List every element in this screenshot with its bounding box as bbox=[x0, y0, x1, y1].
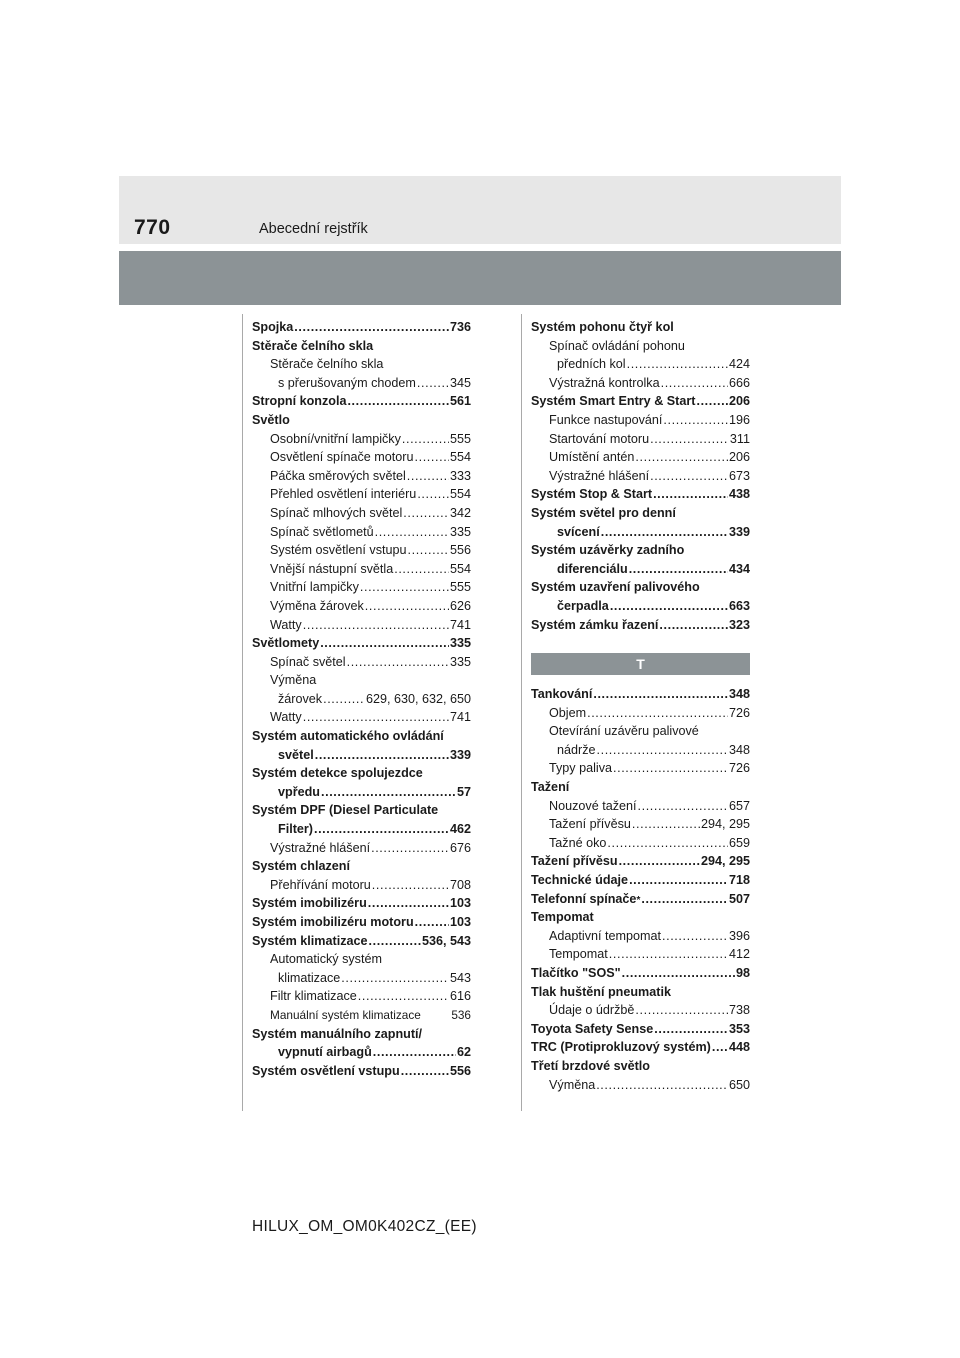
index-subentry bbox=[252, 746, 471, 765]
dot-leader bbox=[654, 1020, 728, 1039]
dot-leader bbox=[613, 759, 728, 778]
page-reference: 650 bbox=[728, 1077, 750, 1092]
dot-leader bbox=[641, 890, 728, 909]
dot-leader bbox=[407, 467, 449, 486]
index-subentry bbox=[252, 355, 471, 374]
dot-leader bbox=[369, 932, 421, 951]
index-subentry bbox=[252, 560, 471, 579]
index-entry bbox=[252, 392, 471, 411]
entry-label: Stěrače čelního skla bbox=[270, 357, 384, 372]
page-reference: 561 bbox=[449, 394, 471, 409]
index-subentry bbox=[252, 987, 471, 1006]
entry-label: Telefonní spínače bbox=[531, 891, 637, 906]
index-column-2-top bbox=[531, 318, 750, 634]
page-reference: 616 bbox=[449, 989, 471, 1004]
dot-leader bbox=[662, 927, 728, 946]
entry-label: Přehled osvětlení interiéru bbox=[270, 487, 417, 502]
dot-leader bbox=[417, 374, 449, 393]
page-reference: 412 bbox=[728, 947, 750, 962]
dot-leader bbox=[696, 392, 728, 411]
index-entry bbox=[531, 778, 750, 797]
page-reference: 536, 543 bbox=[421, 933, 471, 948]
page-reference: 556 bbox=[449, 543, 471, 558]
entry-label: Systém uzávěrky zadního bbox=[531, 543, 685, 558]
index-subentry bbox=[252, 374, 471, 393]
entry-label: Systém Stop & Start bbox=[531, 487, 653, 502]
dot-leader bbox=[619, 852, 700, 871]
dot-leader bbox=[320, 634, 449, 653]
index-entry bbox=[252, 913, 471, 932]
dot-leader bbox=[609, 945, 728, 964]
entry-label: Osobní/vnitřní lampičky bbox=[270, 431, 401, 446]
index-subentry bbox=[531, 597, 750, 616]
index-subentry bbox=[531, 430, 750, 449]
entry-label: TRC (Protiprokluzový systém) bbox=[531, 1040, 711, 1055]
entry-label: Spínač světlometů bbox=[270, 524, 374, 539]
page-reference: 98 bbox=[735, 966, 750, 980]
entry-label: Funkce nastupování bbox=[549, 412, 663, 427]
dot-leader bbox=[627, 355, 728, 374]
entry-label: Výstražné hlášení bbox=[270, 840, 371, 855]
index-subentry bbox=[252, 1043, 471, 1062]
entry-label: Systém imobilizéru bbox=[252, 896, 367, 911]
page-number: 770 bbox=[134, 216, 171, 239]
index-entry bbox=[531, 852, 750, 871]
index-subentry bbox=[252, 467, 471, 486]
dot-leader bbox=[650, 430, 729, 449]
dot-leader bbox=[659, 616, 728, 635]
dot-leader bbox=[394, 560, 449, 579]
index-column-2-bottom bbox=[531, 685, 750, 1094]
dot-leader bbox=[314, 820, 449, 839]
entry-label: Tažení přívěsu bbox=[549, 817, 631, 832]
page-reference: 556 bbox=[449, 1063, 471, 1078]
page-reference: 555 bbox=[449, 580, 471, 595]
index-subentry bbox=[531, 1076, 750, 1095]
index-entry bbox=[531, 983, 750, 1002]
page-reference: 335 bbox=[449, 654, 471, 669]
page-reference: 396 bbox=[728, 928, 750, 943]
index-subentry bbox=[252, 708, 471, 727]
entry-label: s přerušovaným chodem bbox=[278, 375, 416, 390]
column-divider-middle bbox=[521, 314, 522, 1111]
page-reference: 657 bbox=[728, 798, 750, 813]
entry-label: Třetí brzdové světlo bbox=[531, 1058, 650, 1073]
dot-leader bbox=[653, 485, 728, 504]
dot-leader bbox=[372, 876, 449, 895]
entry-label: vpředu bbox=[278, 784, 320, 799]
index-subentry bbox=[252, 448, 471, 467]
dot-leader bbox=[661, 374, 728, 393]
entry-label: Systém zámku řazení bbox=[531, 617, 659, 632]
entry-label: Tempomat bbox=[549, 947, 608, 962]
page-reference: 294, 295 bbox=[700, 854, 750, 869]
entry-label: Toyota Safety Sense bbox=[531, 1021, 654, 1036]
index-subentry bbox=[531, 759, 750, 778]
entry-label: vypnutí airbagů bbox=[278, 1045, 372, 1060]
entry-label: Systém chlazení bbox=[252, 859, 350, 874]
page-reference: 196 bbox=[728, 412, 750, 427]
dot-leader bbox=[593, 685, 728, 704]
page-reference: 555 bbox=[449, 431, 471, 446]
index-subentry bbox=[252, 653, 471, 672]
entry-label: Výměna bbox=[270, 673, 317, 688]
dot-leader bbox=[415, 448, 449, 467]
dot-leader bbox=[417, 485, 449, 504]
page-reference: 666 bbox=[728, 375, 750, 390]
index-column-2 bbox=[531, 318, 750, 1094]
page-reference: 323 bbox=[728, 617, 750, 632]
page-reference: 311 bbox=[729, 431, 750, 446]
entry-label: Startování motoru bbox=[549, 431, 650, 446]
index-subentry bbox=[531, 523, 750, 542]
dot-leader bbox=[303, 616, 449, 635]
dot-leader bbox=[587, 704, 728, 723]
page-reference: 348 bbox=[728, 687, 750, 702]
index-subentry bbox=[252, 541, 471, 560]
entry-label: Systém osvětlení vstupu bbox=[270, 543, 407, 558]
index-entry bbox=[252, 894, 471, 913]
index-subentry bbox=[531, 1001, 750, 1020]
index-subentry bbox=[531, 374, 750, 393]
dot-leader bbox=[415, 913, 449, 932]
entry-label: svícení bbox=[557, 524, 600, 539]
page-reference: 659 bbox=[728, 835, 750, 850]
entry-label: nádrže bbox=[557, 742, 596, 757]
entry-label: Světlomety bbox=[252, 636, 320, 651]
entry-label: Filter) bbox=[278, 822, 313, 837]
index-entry bbox=[531, 541, 750, 560]
page-reference: 673 bbox=[728, 468, 750, 483]
page-reference: 629, 630, 632, 650 bbox=[365, 691, 471, 706]
dot-leader bbox=[622, 964, 735, 983]
entry-label: čerpadla bbox=[557, 598, 609, 613]
index-subentry bbox=[252, 820, 471, 839]
page-reference: 353 bbox=[728, 1021, 750, 1036]
index-subentry bbox=[531, 797, 750, 816]
entry-label: Systém uzavření palivového bbox=[531, 580, 700, 595]
dot-leader bbox=[635, 448, 728, 467]
entry-label: Tažení přívěsu bbox=[531, 854, 618, 869]
page-reference: 554 bbox=[449, 450, 471, 465]
index-subentry bbox=[531, 467, 750, 486]
dot-leader bbox=[360, 578, 449, 597]
index-subentry bbox=[252, 783, 471, 802]
dot-leader bbox=[347, 392, 449, 411]
index-entry bbox=[252, 318, 471, 337]
dot-leader bbox=[368, 894, 449, 913]
page-reference: 424 bbox=[728, 357, 750, 372]
page-reference: 335 bbox=[449, 636, 471, 651]
entry-label: Systém osvětlení vstupu bbox=[252, 1063, 400, 1078]
index-entry bbox=[252, 411, 471, 430]
page-reference: 741 bbox=[449, 710, 471, 725]
index-subentry bbox=[531, 355, 750, 374]
entry-label: Otevírání uzávěru palivové bbox=[549, 724, 699, 739]
entry-label: Vnější nástupní světla bbox=[270, 561, 394, 576]
index-entry bbox=[531, 392, 750, 411]
index-entry bbox=[531, 908, 750, 927]
index-subentry bbox=[531, 945, 750, 964]
dot-leader bbox=[403, 504, 449, 523]
entry-label: Tempomat bbox=[531, 910, 594, 925]
dot-leader bbox=[401, 1062, 449, 1081]
document-code: HILUX_OM_OM0K402CZ_(EE) bbox=[252, 1218, 477, 1235]
entry-label: Systém světel pro denní bbox=[531, 505, 676, 520]
entry-label: Systém pohonu čtyř kol bbox=[531, 320, 674, 334]
entry-label: Výstražné hlášení bbox=[549, 468, 650, 483]
index-entry bbox=[252, 634, 471, 653]
index-subentry bbox=[252, 485, 471, 504]
dot-leader bbox=[315, 746, 449, 765]
dot-leader bbox=[610, 597, 728, 616]
dot-leader bbox=[408, 541, 449, 560]
entry-label: Manuální systém klimatizace bbox=[270, 1007, 421, 1022]
entry-label: diferenciálu bbox=[557, 561, 628, 576]
page-reference: 736 bbox=[449, 320, 471, 334]
entry-label: Světlo bbox=[252, 412, 290, 427]
dot-leader bbox=[629, 871, 728, 890]
entry-label: Výměna bbox=[549, 1077, 596, 1092]
index-subentry bbox=[252, 876, 471, 895]
index-subentry bbox=[531, 722, 750, 741]
index-entry bbox=[252, 932, 471, 951]
entry-label: předních kol bbox=[557, 357, 626, 372]
entry-label: Systém DPF (Diesel Particulate bbox=[252, 803, 439, 818]
page-reference: 708 bbox=[449, 877, 471, 892]
index-subentry bbox=[252, 690, 471, 709]
entry-label: žárovek bbox=[278, 691, 323, 706]
index-entry bbox=[531, 485, 750, 504]
page-reference: 206 bbox=[728, 394, 750, 409]
page-reference: 663 bbox=[728, 598, 750, 613]
entry-label: Watty bbox=[270, 710, 302, 725]
dot-leader bbox=[638, 797, 728, 816]
index-entry bbox=[531, 685, 750, 704]
index-subentry bbox=[252, 523, 471, 542]
page-reference: 726 bbox=[728, 761, 750, 776]
index-subentry bbox=[252, 950, 471, 969]
entry-label: Filtr klimatizace bbox=[270, 989, 357, 1004]
index-entry bbox=[252, 1062, 471, 1081]
entry-label: Vnitřní lampičky bbox=[270, 580, 359, 595]
dot-leader bbox=[371, 839, 449, 858]
dot-leader bbox=[712, 1038, 728, 1057]
page-reference: 335 bbox=[449, 524, 471, 539]
index-subentry bbox=[531, 560, 750, 579]
entry-label: Přehřívání motoru bbox=[270, 877, 371, 892]
index-entry bbox=[531, 504, 750, 523]
dot-leader bbox=[365, 597, 449, 616]
entry-label: Objem bbox=[549, 705, 587, 720]
index-subentry bbox=[252, 578, 471, 597]
dot-leader bbox=[294, 318, 449, 337]
entry-label: Spojka bbox=[252, 320, 294, 334]
entry-label: Spínač světel bbox=[270, 654, 346, 669]
entry-label: Spínač ovládání pohonu bbox=[549, 338, 685, 353]
entry-label: Nouzové tažení bbox=[549, 798, 637, 813]
index-subentry bbox=[252, 1006, 471, 1025]
page-reference: 543 bbox=[449, 970, 471, 985]
page-reference: 718 bbox=[728, 873, 750, 888]
page-reference: 62 bbox=[456, 1045, 471, 1060]
dot-leader bbox=[341, 969, 449, 988]
page-reference: 462 bbox=[449, 822, 471, 837]
index-entry: Telefonní spínače * ..... 507 bbox=[531, 890, 750, 909]
page-reference: 345 bbox=[449, 375, 471, 390]
letter-band: T bbox=[531, 653, 750, 675]
dot-leader bbox=[402, 430, 449, 449]
entry-label: Systém manuálního zapnutí/ bbox=[252, 1026, 423, 1041]
entry-label: Tankování bbox=[531, 687, 593, 702]
entry-label: Technické údaje bbox=[531, 873, 629, 888]
page-reference: 103 bbox=[449, 896, 471, 911]
entry-label: Výměna žárovek bbox=[270, 598, 364, 613]
dot-leader bbox=[323, 690, 365, 709]
index-subentry bbox=[252, 430, 471, 449]
dot-leader bbox=[601, 523, 728, 542]
header-band bbox=[119, 251, 841, 305]
dot-leader bbox=[347, 653, 449, 672]
index-entry bbox=[252, 857, 471, 876]
index-entry bbox=[252, 1025, 471, 1044]
entry-label: Umístění antén bbox=[549, 450, 635, 465]
entry-label: klimatizace bbox=[278, 970, 341, 985]
index-entry bbox=[252, 801, 471, 820]
index-entry bbox=[252, 764, 471, 783]
page-reference: 448 bbox=[728, 1040, 750, 1055]
entry-label: Tažení bbox=[531, 780, 570, 795]
entry-label: Automatický systém bbox=[270, 952, 382, 967]
page-reference: 726 bbox=[728, 705, 750, 720]
entry-label: Osvětlení spínače motoru bbox=[270, 450, 414, 465]
page-reference: 57 bbox=[456, 784, 471, 799]
section-title: Abecední rejstřík bbox=[259, 221, 368, 237]
page-reference: 676 bbox=[449, 840, 471, 855]
dot-leader bbox=[635, 1001, 728, 1020]
index-subentry bbox=[252, 839, 471, 858]
page-reference: 507 bbox=[728, 891, 750, 906]
page-reference: 339 bbox=[449, 747, 471, 762]
dot-leader bbox=[632, 815, 700, 834]
entry-label: Typy paliva bbox=[549, 761, 612, 776]
index-entry bbox=[531, 318, 750, 337]
index-subentry bbox=[531, 815, 750, 834]
entry-label: Systém detekce spolujezdce bbox=[252, 766, 423, 781]
dot-leader bbox=[375, 523, 449, 542]
page-header bbox=[119, 176, 841, 244]
index-subentry bbox=[531, 927, 750, 946]
column-divider-left bbox=[242, 314, 243, 1111]
page-reference: 738 bbox=[728, 1003, 750, 1018]
index-subentry bbox=[531, 337, 750, 356]
dot-leader bbox=[629, 560, 728, 579]
dot-leader bbox=[597, 741, 728, 760]
dot-leader bbox=[650, 467, 728, 486]
index-entry bbox=[252, 337, 471, 356]
entry-label: Spínač mlhových světel bbox=[270, 505, 403, 520]
index-column-1 bbox=[252, 318, 471, 1080]
entry-label: Systém automatického ovládání bbox=[252, 729, 444, 744]
page-reference: 434 bbox=[728, 561, 750, 576]
index-subentry bbox=[531, 411, 750, 430]
page-reference: 206 bbox=[728, 450, 750, 465]
index-entry bbox=[531, 1020, 750, 1039]
entry-label: Páčka směrových světel bbox=[270, 468, 406, 483]
page-reference: 438 bbox=[728, 487, 750, 502]
index-subentry bbox=[252, 969, 471, 988]
index-entry bbox=[531, 616, 750, 635]
index-subentry bbox=[531, 834, 750, 853]
index-subentry bbox=[252, 504, 471, 523]
entry-label: Stropní konzola bbox=[252, 394, 347, 409]
dot-leader bbox=[607, 834, 728, 853]
dot-leader bbox=[303, 708, 449, 727]
page-reference: 741 bbox=[449, 617, 471, 632]
index-subentry bbox=[531, 448, 750, 467]
entry-label: Údaje o údržbě bbox=[549, 1003, 635, 1018]
index-entry bbox=[531, 578, 750, 597]
page-reference: 626 bbox=[449, 598, 471, 613]
index-entry bbox=[531, 964, 750, 983]
page-reference: 339 bbox=[728, 524, 750, 539]
page-reference: 103 bbox=[449, 915, 471, 929]
index-entry bbox=[252, 727, 471, 746]
page-reference: 536 bbox=[451, 1007, 471, 1022]
page-reference: 342 bbox=[449, 505, 471, 520]
page-reference: 554 bbox=[449, 487, 471, 502]
entry-label: Adaptivní tempomat bbox=[549, 928, 662, 943]
entry-label: Tažné oko bbox=[549, 835, 607, 850]
index-entry bbox=[531, 1038, 750, 1057]
page-reference: 333 bbox=[449, 468, 471, 483]
index-subentry bbox=[252, 616, 471, 635]
index-subentry bbox=[531, 704, 750, 723]
page-reference: 554 bbox=[449, 561, 471, 576]
index-entry bbox=[531, 871, 750, 890]
page-reference: 294, 295 bbox=[700, 817, 750, 832]
entry-label: Stěrače čelního skla bbox=[252, 338, 374, 353]
index-subentry bbox=[252, 671, 471, 690]
dot-leader bbox=[373, 1043, 456, 1062]
dot-leader bbox=[596, 1076, 728, 1095]
entry-label: Výstražná kontrolka bbox=[549, 375, 660, 390]
page-reference: 348 bbox=[728, 742, 750, 757]
entry-label: Tlak huštění pneumatik bbox=[531, 984, 671, 999]
index-entry bbox=[531, 1057, 750, 1076]
index-subentry bbox=[252, 597, 471, 616]
dot-leader bbox=[358, 987, 449, 1006]
entry-label: Systém klimatizace bbox=[252, 933, 368, 948]
entry-label: Watty bbox=[270, 617, 302, 632]
entry-label: Tlačítko "SOS" bbox=[531, 966, 621, 980]
dot-leader bbox=[663, 411, 728, 430]
index-subentry bbox=[531, 741, 750, 760]
entry-label: Systém Smart Entry & Start bbox=[531, 394, 696, 409]
entry-label: světel bbox=[278, 747, 314, 762]
entry-label: Systém imobilizéru motoru bbox=[252, 915, 414, 929]
dot-leader bbox=[321, 783, 456, 802]
